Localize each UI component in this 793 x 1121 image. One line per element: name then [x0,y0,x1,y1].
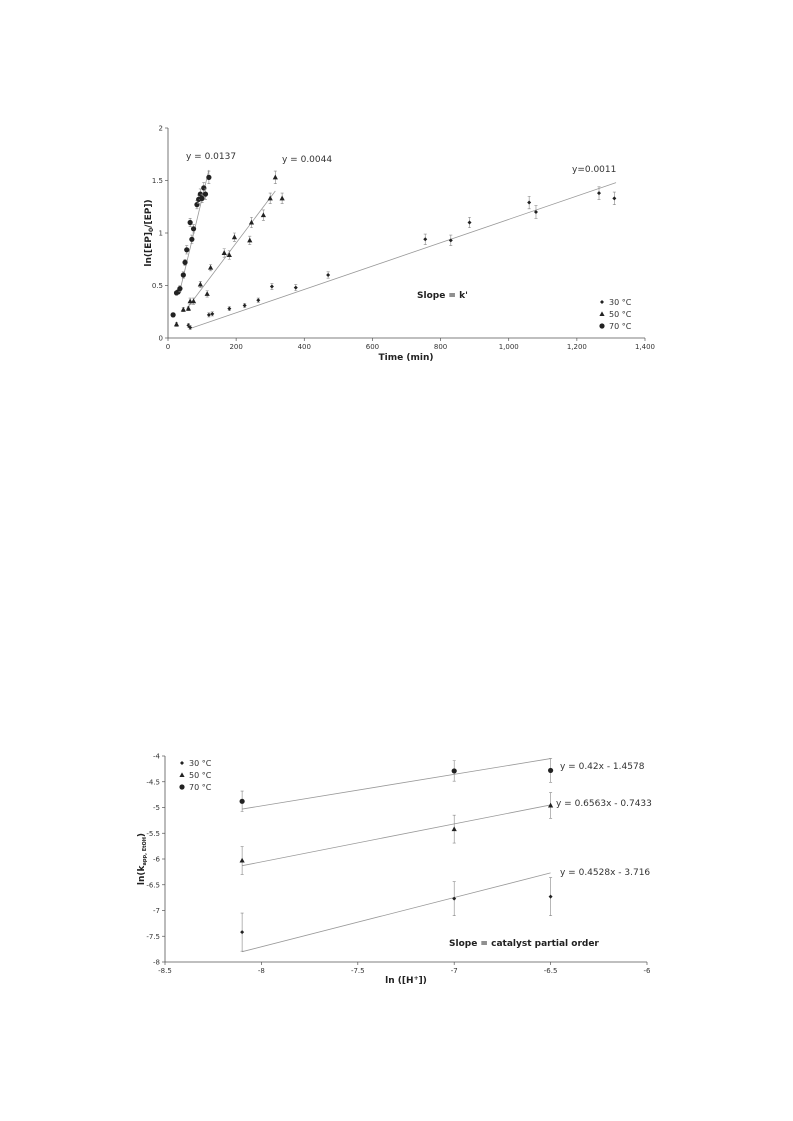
data-point-70 [189,237,194,242]
y-tick-label: 0 [158,334,163,343]
y-tick-label: -6.5 [146,881,160,890]
data-point-70 [199,196,204,201]
y-tick-label: -4 [153,752,160,761]
slope-note: Slope = k' [417,291,468,301]
x-tick-label: 1,400 [634,343,656,351]
legend-label-50: 50 °C [189,771,212,780]
data-point-50 [273,175,278,180]
x-tick-label: -7 [450,967,458,975]
data-point-50 [191,298,196,303]
y-tick-label: 0.5 [151,282,163,290]
kinetics-time-chart [144,125,655,364]
legend-marker-50 [599,311,604,316]
y-tick-label: -7.5 [146,932,160,941]
data-point-70 [171,312,176,317]
data-point-30 [468,221,472,225]
data-point-70 [188,220,193,225]
data-point-70 [177,286,182,291]
data-point-50 [198,282,203,287]
y-tick-label: 1 [158,229,163,238]
data-point-70 [181,272,186,277]
legend-label-50: 50 °C [609,310,632,319]
y-tick-label: -6 [153,855,160,864]
legend [179,759,211,792]
x-tick-label: 600 [365,343,380,351]
data-point-50 [232,234,237,239]
x-tick-label: -6 [643,967,651,975]
data-point-50 [240,858,245,863]
data-point-50 [280,196,285,201]
data-point-50 [205,291,210,296]
y-tick-label: -8 [153,958,160,967]
data-point-70 [206,175,211,180]
legend-label-70: 70 °C [189,783,212,792]
data-point-50 [452,826,457,831]
y-tick-label: -5.5 [146,829,160,838]
x-tick-label: 0 [165,343,171,351]
legend-marker-30 [180,761,184,765]
legend-marker-70 [179,784,184,789]
y-axis-label: $\ln([EP]_0/[EP])$ [144,199,155,267]
fit-label-50: y = 0.0044 [282,155,333,165]
x-tick-label: 1,200 [566,343,587,351]
data-point-30 [423,237,427,241]
data-point-70 [182,260,187,265]
x-tick-label: 800 [433,343,448,351]
data-point-50 [181,307,186,312]
data-point-30 [326,273,330,277]
trendline-30 [190,183,616,329]
data-point-50 [174,322,179,327]
data-point-50 [247,238,252,243]
y-tick-label: -5 [153,804,160,812]
y-axis-label: $\ln(k_{app, EtOH})$ [137,832,148,886]
fit-label-30: y=0.0011 [572,165,617,175]
legend-marker-30 [600,300,604,304]
x-tick-label: -7.5 [350,967,365,975]
legend-marker-70 [599,323,604,328]
legend-label-30: 30 °C [189,759,212,768]
fit-label-50: y = 0.6563x - 0.7433 [556,799,652,809]
data-point-30 [227,307,231,311]
data-point-30 [612,196,616,200]
data-point-30 [207,313,211,317]
trendline-50 [242,805,550,866]
data-point-70 [548,768,553,773]
data-point-30 [270,285,274,289]
legend-marker-50 [179,772,184,777]
catalyst-order-chart [137,753,652,987]
legend [599,298,631,331]
data-point-30 [597,191,601,195]
data-point-30 [527,201,531,205]
y-tick-label: 2 [158,124,163,133]
fit-label-70: y = 0.0137 [186,152,237,162]
x-tick-label: 200 [229,343,243,351]
data-point-70 [240,799,245,804]
data-point-30 [256,298,260,302]
x-axis-label: Time (min) [378,353,434,363]
slope-note: Slope = catalyst partial order [449,939,599,949]
data-point-30 [210,312,214,316]
y-tick-label: -7 [153,907,160,915]
data-point-30 [240,930,244,934]
x-tick-label: -6.5 [543,967,558,975]
data-point-70 [184,247,189,252]
data-point-70 [191,226,196,231]
fit-label-70: y = 0.42x - 1.4578 [560,762,645,772]
data-point-30 [243,303,247,307]
data-point-30 [549,895,553,899]
x-tick-label: -8 [257,967,265,975]
data-point-50 [208,265,213,270]
x-tick-label: 1,000 [498,343,519,351]
legend-label-70: 70 °C [609,322,632,331]
x-tick-label: 400 [297,343,311,351]
data-point-50 [261,212,266,217]
y-tick-label: 1.5 [151,177,163,185]
data-point-30 [294,286,298,290]
fit-label-30: y = 0.4528x - 3.716 [560,868,651,878]
x-tick-label: -8.5 [158,967,172,975]
x-axis-label: ln ([H+]) [385,975,427,986]
legend-label-30: 30 °C [609,298,632,307]
y-tick-label: -4.5 [146,778,160,787]
data-point-70 [452,768,457,773]
data-point-50 [222,250,227,255]
trendline-70 [242,759,550,809]
data-point-50 [268,196,273,201]
data-point-70 [203,192,208,197]
